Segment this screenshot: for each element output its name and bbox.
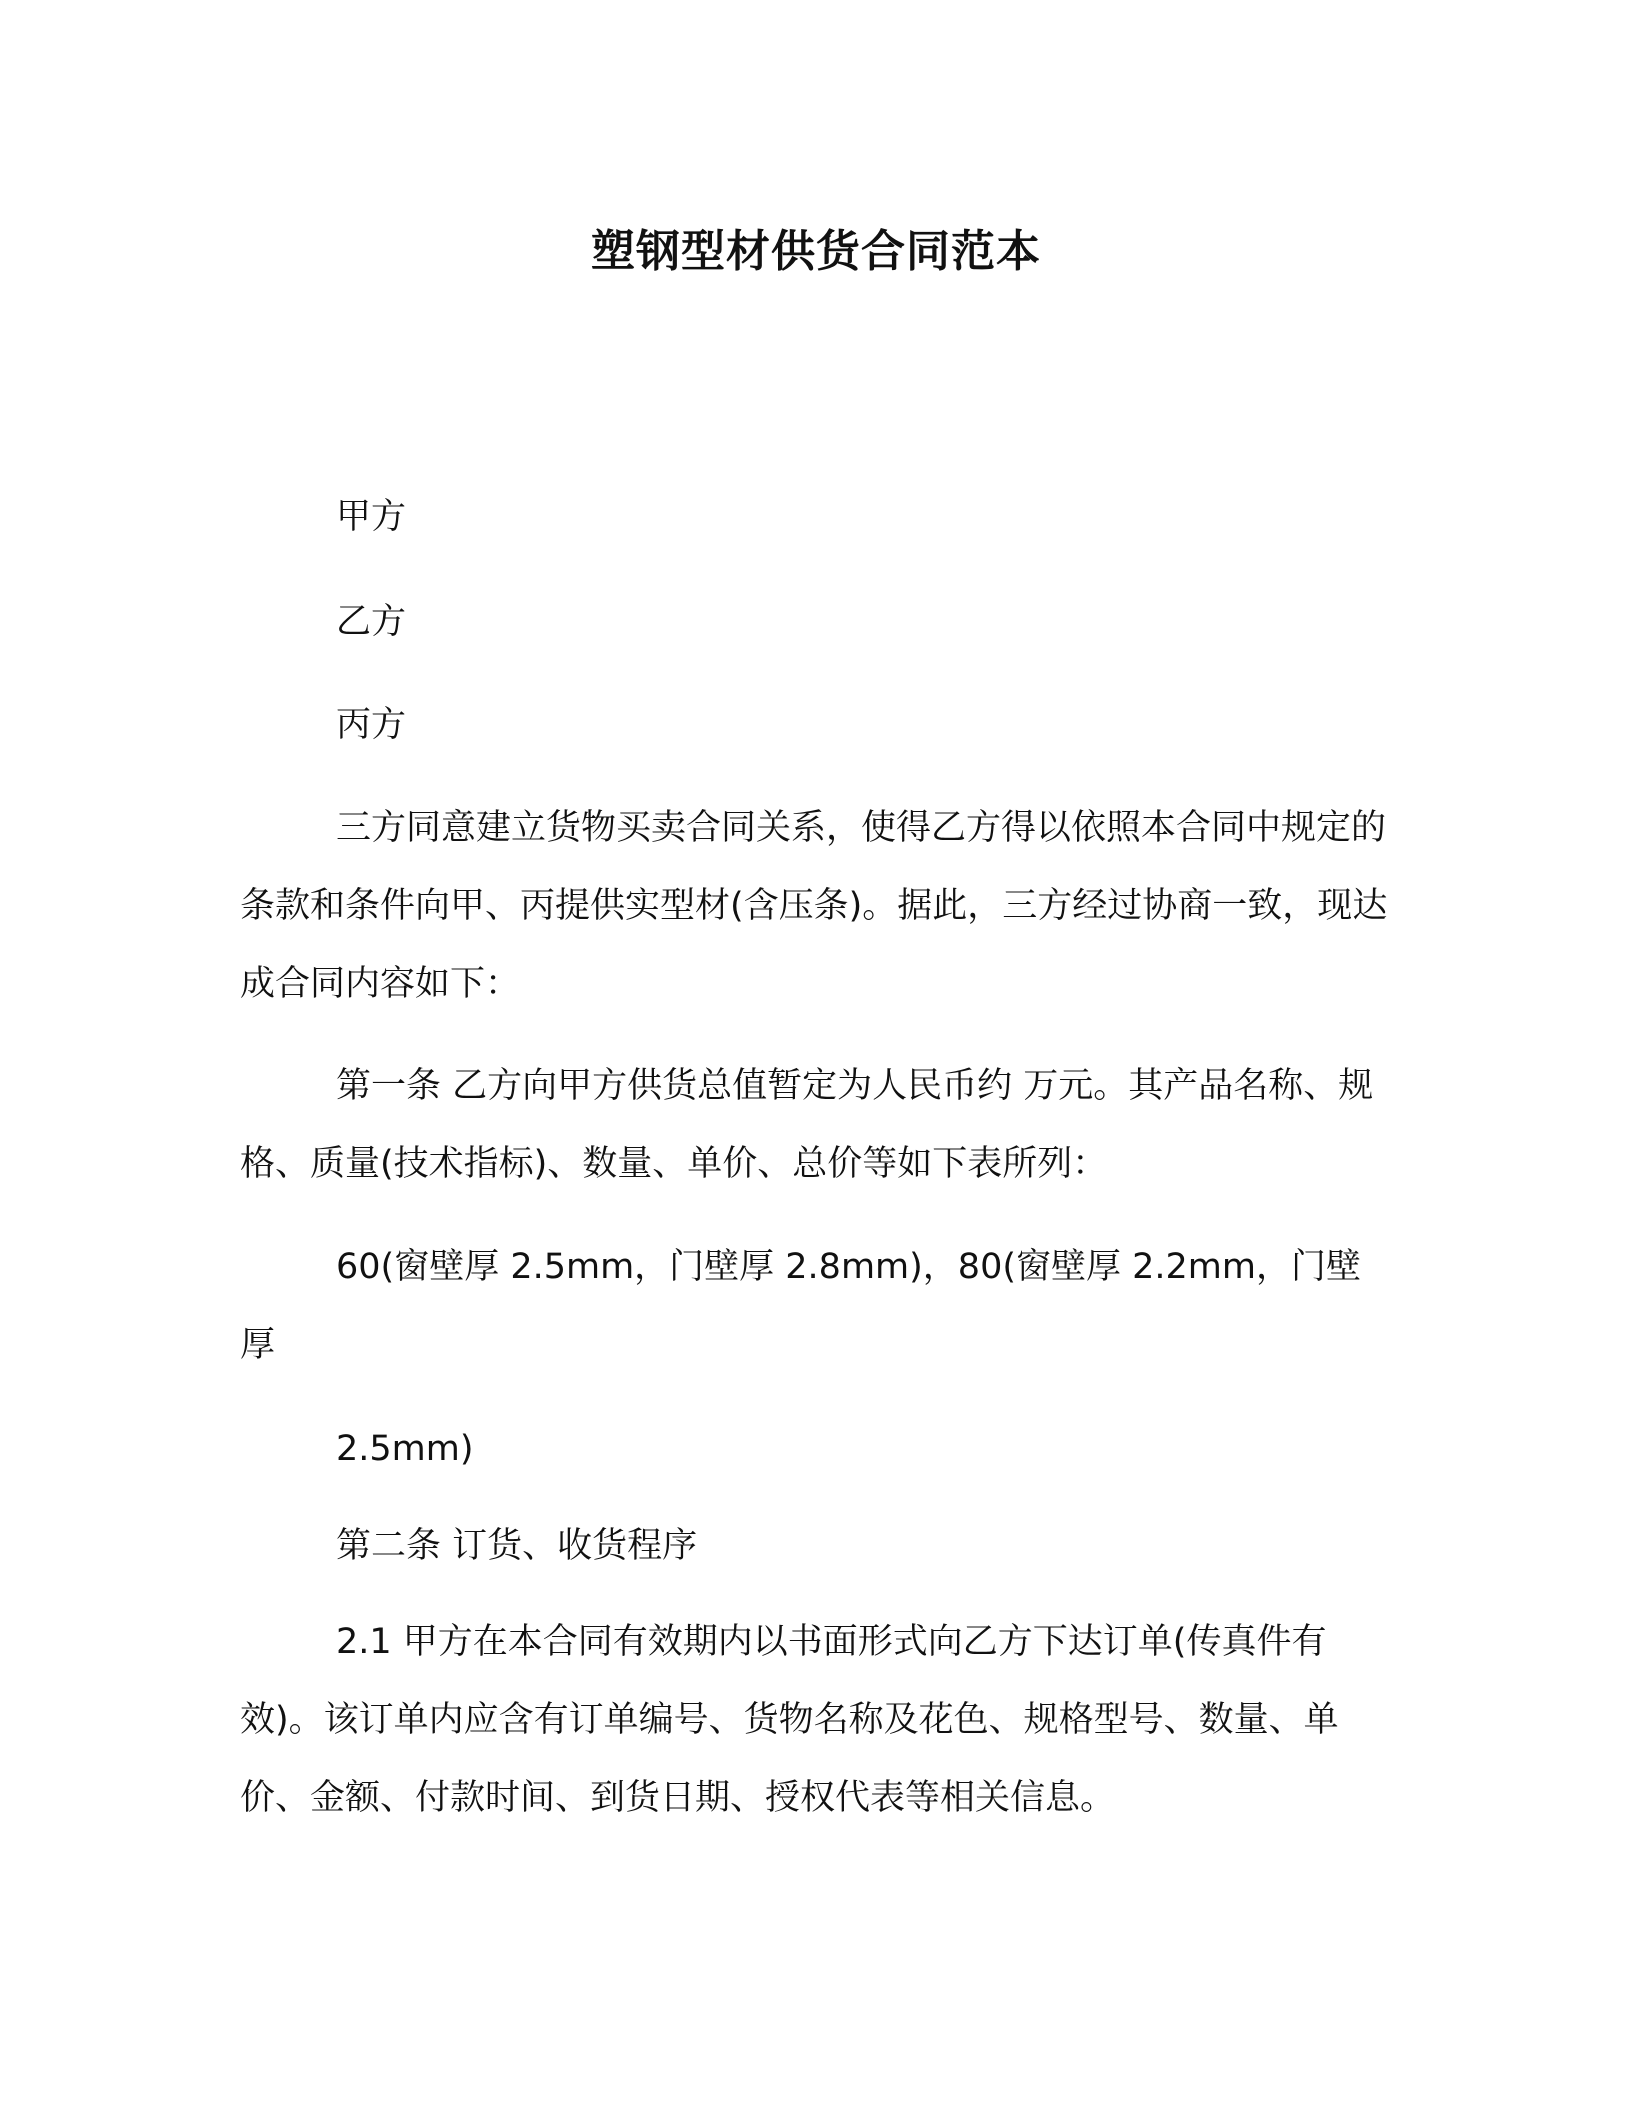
party-b-label: 乙方 bbox=[336, 602, 407, 642]
article-1-paragraph: 第一条 乙方向甲方供货总值暂定为人民币约 万元。其产品名称、规格、质量(技术指标)、数量、单价、总价等如下表所列： bbox=[240, 1066, 1374, 1184]
intro-paragraph: 三方同意建立货物买卖合同关系，使得乙方得以依照本合同中规定的条款和条件向甲、丙提供实型材(含压条)。据此，三方经过协商一致，现达成合同内容如下： bbox=[240, 808, 1388, 1004]
spec-paragraph: 60(窗壁厚 2.5mm，门壁厚 2.8mm)，80(窗壁厚 2.2mm，门壁厚 bbox=[240, 1247, 1361, 1365]
clause-2-1-paragraph: 2.1 甲方在本合同有效期内以书面形式向乙方下达订单(传真件有效)。该订单内应含有订单编号、货物名称及花色、规格型号、数量、单价、金额、付款时间、到货日期、授权代表等相关信息。 bbox=[240, 1622, 1339, 1818]
party-a-label: 甲方 bbox=[336, 497, 407, 537]
party-c-label: 丙方 bbox=[336, 705, 407, 745]
document-title: 塑钢型材供货合同范本 bbox=[591, 226, 1041, 277]
article-2-heading: 第二条 订货、收货程序 bbox=[336, 1526, 698, 1566]
spec-continuation: 2.5mm) bbox=[336, 1429, 474, 1469]
